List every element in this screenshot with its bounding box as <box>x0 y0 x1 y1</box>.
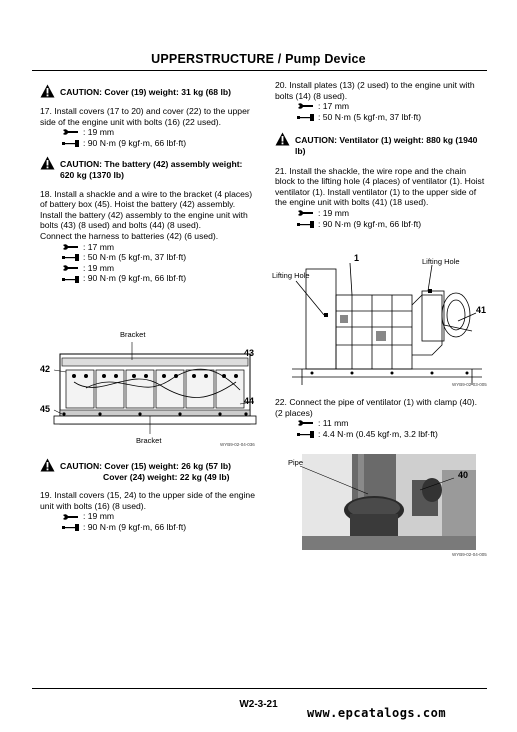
step-19: 19. Install covers (15, 24) to the upper side of the engine unit with bolts (16) (8 used). <box>40 490 255 511</box>
callout-43: 43 <box>244 348 255 358</box>
label-pipe: Pipe <box>288 458 304 467</box>
warning-icon <box>275 132 290 146</box>
spec-wrench: : 17 mm <box>62 242 258 253</box>
right-column <box>275 80 487 229</box>
spec-wrench: : 19 mm <box>62 127 258 138</box>
torque-wrench-icon <box>297 430 315 438</box>
figure-code: WYB9-02-04-036 <box>220 442 255 447</box>
warning-icon <box>40 458 55 472</box>
spec-torque: : 50 N·m (5 kgf·m, 37 lbf·ft) <box>297 112 487 123</box>
ventilator-figure <box>272 255 490 390</box>
left-column-lower <box>40 458 258 533</box>
step-17: 17. Install covers (17 to 20) and cover (22) to the upper side of the engine unit with bolts (16) (22 used). <box>40 106 250 127</box>
header-rule <box>32 70 487 71</box>
figure-code: WYB9-02-03-005 <box>452 382 487 387</box>
wrench-icon <box>297 102 315 110</box>
page-title: UPPERSTRUCTURE / Pump Device <box>151 52 366 66</box>
step-21: 21. Install the shackle, the wire rope and the chain block to the lifting hole (4 places) of ventilator (1). Hoist ventilator (1). Install ventilator (1) to the upper side of the engine unit with bolts (41) (18 used). <box>275 165 485 208</box>
callout-42: 42 <box>40 364 51 374</box>
caution-cover-19: CAUTION: Cover (19) weight: 31 kg (68 lb) <box>40 84 258 98</box>
spec-torque: : 90 N·m (9 kgf·m, 66 lbf·ft) <box>62 273 258 284</box>
callout-44: 44 <box>244 396 255 406</box>
callout-1: 1 <box>354 253 360 263</box>
step-18: 18. Install a shackle and a wire to the bracket (4 places) of battery box (45). Hoist the battery (42) assembly. Install the battery (42) assembly to the engine unit with bolts (43) (8 used) and bolts (44) (8 used). <box>40 188 253 231</box>
torque-wrench-icon <box>62 253 80 261</box>
wrench-icon <box>62 513 80 521</box>
spec-wrench: : 17 mm <box>297 101 487 112</box>
right-column-lower <box>275 397 487 439</box>
spec-torque: : 90 N·m (9 kgf·m, 66 lbf·ft) <box>297 219 487 230</box>
torque-wrench-icon <box>62 523 80 531</box>
spec-torque: : 90 N·m (9 kgf·m, 66 lbf·ft) <box>62 138 258 149</box>
torque-wrench-icon <box>62 275 80 283</box>
label-lifting-hole-left: Lifting Hole <box>272 271 310 280</box>
label-lifting-hole-right: Lifting Hole <box>422 257 460 266</box>
wrench-icon <box>62 128 80 136</box>
watermark-url: www.epcatalogs.com <box>307 706 447 720</box>
spec-torque: : 50 N·m (5 kgf·m, 37 lbf·ft) <box>62 252 258 263</box>
figure-code: WYB9-02-04-005 <box>452 552 487 557</box>
wrench-icon <box>62 243 80 251</box>
callout-41: 41 <box>476 305 487 315</box>
step-20: 20. Install plates (13) (2 used) to the engine unit with bolts (14) (8 used). <box>275 80 475 101</box>
spec-wrench: : 19 mm <box>297 208 487 219</box>
wrench-icon <box>62 264 80 272</box>
wrench-icon <box>297 209 315 217</box>
label-bracket-bottom: Bracket <box>136 436 162 445</box>
spec-wrench: : 19 mm <box>62 263 258 274</box>
battery-box-illustration <box>40 330 258 452</box>
warning-icon <box>40 84 55 98</box>
warning-icon <box>40 156 55 170</box>
spec-wrench: : 11 mm <box>297 418 487 429</box>
callout-45: 45 <box>40 404 51 414</box>
page-number: W2-3-21 <box>239 699 278 710</box>
label-bracket-top: Bracket <box>120 330 146 339</box>
step-22: 22. Connect the pipe of ventilator (1) with clamp (40). (2 places) <box>275 397 478 418</box>
caution-cover-15-24: CAUTION: Cover (15) weight: 26 kg (57 lb) Cover (24) weight: 22 kg (49 lb) <box>40 458 258 482</box>
torque-wrench-icon <box>297 220 315 228</box>
spec-torque: : 4.4 N·m (0.45 kgf·m, 3.2 lbf·ft) <box>297 429 487 440</box>
spec-wrench: : 19 mm <box>62 511 258 522</box>
torque-wrench-icon <box>297 113 315 121</box>
callout-40: 40 <box>458 470 469 480</box>
spec-torque: : 90 N·m (9 kgf·m, 66 lbf·ft) <box>62 522 258 533</box>
step-18-harness: Connect the harness to batteries (42) (6 used). <box>40 230 219 241</box>
battery-figure <box>40 330 258 452</box>
footer-rule <box>32 688 487 689</box>
left-column <box>40 84 258 284</box>
caution-battery: CAUTION: The battery (42) assembly weight: 620 kg (1370 lb) <box>40 156 258 180</box>
pipe-photo <box>272 450 490 558</box>
torque-wrench-icon <box>62 139 80 147</box>
wrench-icon <box>297 419 315 427</box>
pipe-figure <box>272 450 490 558</box>
caution-ventilator: CAUTION: Ventilator (1) weight: 880 kg (1940 lb) <box>275 132 487 156</box>
